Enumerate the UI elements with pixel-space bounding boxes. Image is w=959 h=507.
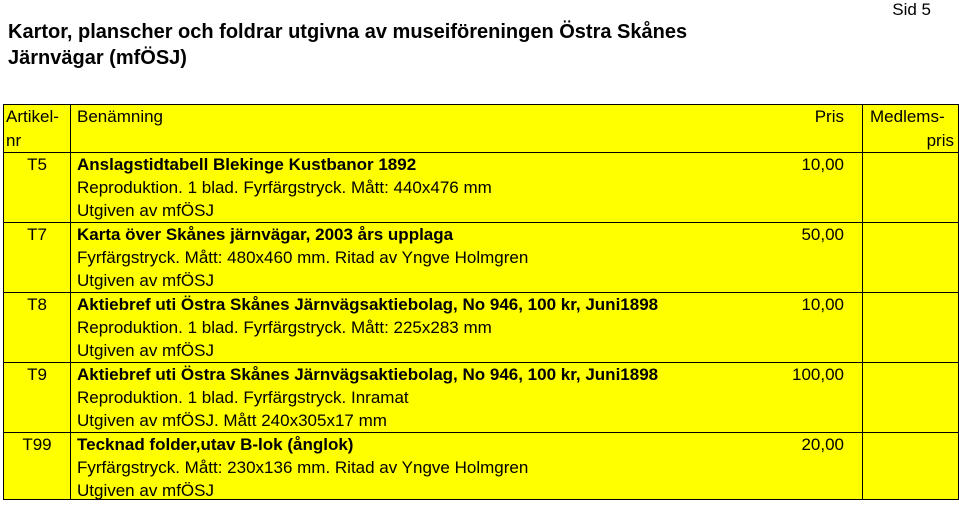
item-price: 10,00 [801,295,844,314]
item-name: Aktiebref uti Östra Skånes Järnvägsaktiebolag, No 946, 100 kr, Juni1898 [77,295,659,314]
item-description [77,293,658,362]
item-detail: Utgiven av mfÖSJ [77,201,214,220]
item-nr: T5 [27,155,47,174]
catalog-table [3,104,959,500]
header-member-price: Medlems- pris [870,107,954,150]
item-name: Karta över Skånes järnvägar, 2003 års upplaga [77,225,454,244]
title-line-2: Järnvägar (mfÖSJ) [8,47,187,69]
column-divider [862,105,863,499]
title-line-1: Kartor, planscher och foldrar utgivna av museiföreningen Östra Skånes [8,21,688,43]
item-price: 10,00 [801,155,844,174]
item-detail: Fyrfärgstryck. Mått: 480x460 mm. Ritad av Yngve Holmgren [77,248,529,267]
item-nr: T7 [27,225,47,244]
item-detail: Reproduktion. 1 blad. Fyrfärgstryck. Mått: 225x283 mm [77,318,492,337]
item-name: Tecknad folder,utav B-lok (ånglok) [77,435,354,454]
item-name: Aktiebref uti Östra Skånes Järnvägsaktiebolag, No 946, 100 kr, Juni1898 [77,365,659,384]
item-detail: Reproduktion. 1 blad. Fyrfärgstryck. Mått: 440x476 mm [77,178,492,197]
item-name: Anslagstidtabell Blekinge Kustbanor 1892 [77,155,417,174]
item-price: 50,00 [801,225,844,244]
item-description [77,433,528,502]
header-name: Benämning [77,107,164,126]
column-divider [70,105,71,499]
item-detail: Reproduktion. 1 blad. Fyrfärgstryck. Inramat [77,388,409,407]
page-title [8,19,808,71]
item-price: 100,00 [792,365,844,384]
page-number: Sid 5 [892,0,931,19]
item-nr: T9 [27,365,47,384]
item-detail: Utgiven av mfÖSJ [77,341,214,360]
item-nr: T8 [27,295,47,314]
item-detail: Fyrfärgstryck. Mått: 230x136 mm. Ritad av Yngve Holmgren [77,458,529,477]
item-description [77,363,658,432]
header-article-nr: Artikel- nr [6,107,59,150]
item-description [77,223,528,292]
item-price: 20,00 [801,435,844,454]
header-price: Pris [814,107,844,126]
item-detail: Utgiven av mfÖSJ. Mått 240x305x17 mm [77,411,387,430]
item-description [77,153,492,222]
item-nr: T99 [22,435,52,454]
item-detail: Utgiven av mfÖSJ [77,271,214,290]
item-detail: Utgiven av mfÖSJ [77,481,214,500]
